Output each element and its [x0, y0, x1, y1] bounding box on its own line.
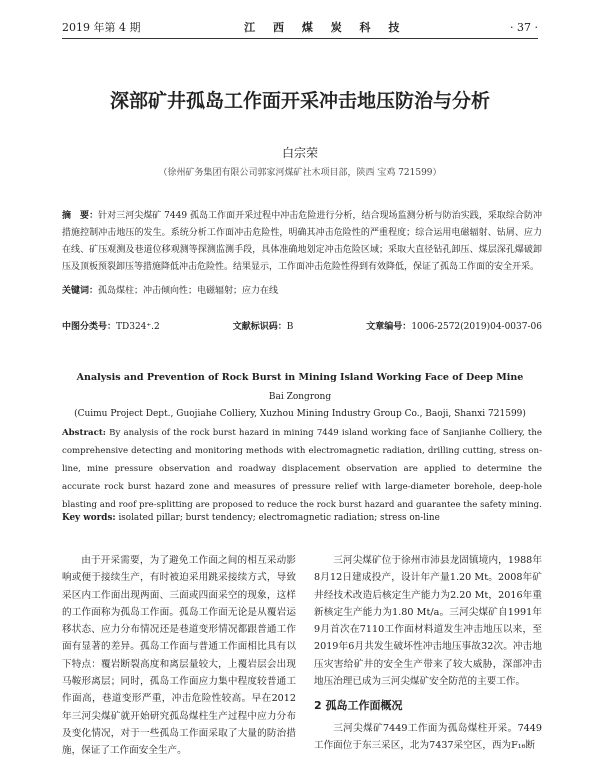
abstract-en-label: Abstract: — [62, 428, 106, 438]
keywords-cn-label: 关键词： — [62, 286, 99, 296]
article-id-label: 文章编号： — [366, 322, 412, 332]
mine-overview-paragraph: 三河尖煤矿位于徐州市沛县龙固镇境内，1988年8月12日建成投产，设计年产量1.20 Mt。2008年矿井经技术改造后核定生产能力为2.20 Mt，2016年重新核定生产能力为1.80 Mt/a。三河尖煤矿自1991年9月首次在7110工作面材料道发生冲击地压以来，至2019年6月共发生破坏性冲击地压事故32次。冲击地压灾害给矿井的安全生产带来了较大威胁，深部冲击地压治理已成为三河尖煤矿安全防范的主要工作。 — [314, 555, 542, 688]
clc-field — [62, 319, 160, 332]
running-header — [62, 16, 538, 39]
abstract-en-text: By analysis of the rock burst hazard in mining 7449 island working face of Sanjianhe Colliery, the comprehensive detecting and monitoring methods with electromagnetic radiation, drilling cutting, stress on-line, mine pressure observation and roadway displacement observation are applied to determine the accurate rock burst hazard zone and measures of pressure relief with large-diameter borehole, deep-hole blasting and roof pre-splitting are proposed to reduce the rock burst hazard and guarantee the safety mining. — [62, 428, 542, 510]
journal-name: 江 西 煤 炭 科 技 — [244, 21, 407, 34]
author-cn: 白宗荣 — [281, 146, 318, 160]
article-id-value: 1006-2572(2019)04-0037-06 — [411, 322, 542, 332]
doc-code-field — [233, 319, 294, 332]
page-number: · 37 · — [510, 20, 538, 34]
clc-label: 中图分类号： — [62, 322, 117, 332]
author-en: Bai Zongrong — [268, 392, 332, 402]
abstract-cn-text: 针对三河尖煤矿 7449 孤岛工作面开采过程中冲击危险进行分析，结合现场监测分析与防治实践，采取综合防冲措施控制冲击地压的发生。系统分析工作面冲击危险性，明确其冲击危险性的严重程度；综合运用电磁辐射、钻屑、应力在线、矿压观测及巷道位移观测等探测监测手段，具体准确地划定冲击危险区域；采取大直径钻孔卸压、煤层深孔爆破卸压及顶板预裂卸压等措施降低冲击危险性。结果显示，工作面冲击危险性得到有效降低，保证了孤岛工作面的安全开采。 — [62, 211, 542, 272]
body-area — [0, 552, 600, 757]
affiliation-cn: （徐州矿务集团有限公司郭家河煤矿社木项目部，陕西 宝鸡 721599） — [158, 168, 442, 178]
abstract-en — [62, 424, 542, 514]
clc-value: TD324⁺.2 — [116, 322, 160, 332]
doc-code-label: 文献标识码： — [232, 322, 287, 332]
classification-row — [62, 319, 542, 332]
article-id-field — [366, 319, 542, 332]
keywords-cn — [62, 283, 542, 296]
issue-label: 2019 年第 4 期 — [62, 21, 141, 34]
abstract-cn-label: 摘 要： — [62, 211, 99, 221]
section-paragraph: 三河尖煤矿7449工作面为孤岛煤柱开采。7449工作面位于东三采区，北为7437采空区，西为F₁₆断 — [314, 722, 542, 751]
section-heading: 2 孤岛工作面概况 — [314, 699, 403, 713]
doc-code-value: B — [286, 322, 294, 332]
keywords-en-label: Key words: — [62, 513, 116, 523]
intro-paragraph: 由于开采需要，为了避免工作面之间的相互采动影响或便于接续生产，有时被迫采用跳采接续方式，导致采区内工作面出现两面、三面或四面采空的现象，这样的工作面称为孤岛工作面。孤岛工作面无论是从覆岩运移状态、应力分布情况还是巷道变形情况都跟普通工作面有显著的差异。孤岛工作面与普通工作面相比具有以下特点：覆岩断裂高度和离层量较大，上覆岩层会出现马鞍形离层；同时，孤岛工作面应力集中程度较普通工作面高，巷道变形严重，冲击危险性较高。早在2012年三河尖煤矿就开始研究孤岛煤柱生产过程中应力分布及变化情况，对于一些孤岛工作面采取了大量的防治措施，保证了工作面安全生产。 — [62, 555, 296, 757]
affiliation-en: (Cuimu Project Dept., Guojiahe Colliery, Xuzhou Mining Industry Group Co., Baoji, Shanxi 721599) — [74, 409, 526, 419]
paper-title-cn: 深部矿井孤岛工作面开采冲击地压防治与分析 — [109, 90, 490, 112]
body-column-left — [62, 552, 296, 760]
keywords-en — [62, 513, 542, 523]
body-column-right — [314, 552, 542, 754]
abstract-cn — [62, 208, 542, 276]
keywords-en-text: isolated pillar; burst tendency; electromagnetic radiation; stress on-line — [115, 513, 440, 523]
paper-title-en: Analysis and Prevention of Rock Burst in Mining Island Working Face of Deep Mine — [76, 372, 524, 383]
keywords-cn-text: 孤岛煤柱；冲击倾向性；电磁辐射；应力在线 — [98, 286, 279, 296]
